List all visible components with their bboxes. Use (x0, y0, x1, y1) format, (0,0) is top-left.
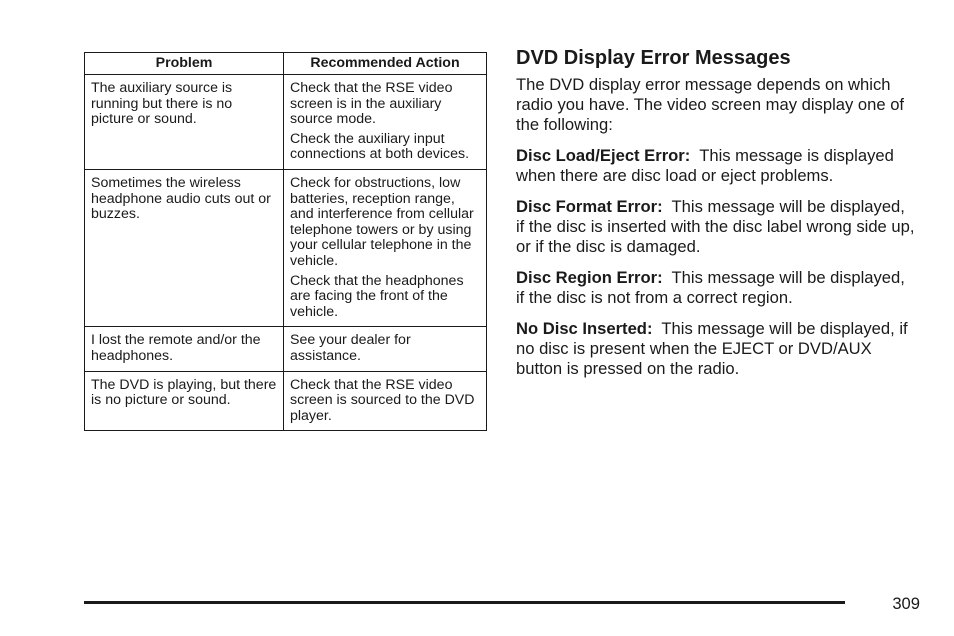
action-text: Check for obstructions, low batteries, reception range, and interference from cellular telephone towers or by using your cellular telephone in the vehicle. (290, 174, 474, 269)
error-description: This message will be displayed, if no disc is present when the EJECT or DVD/AUX button is pressed on the radio. (516, 319, 908, 378)
problem-text: Sometimes the wireless headphone audio cuts out or buzzes. (91, 174, 271, 223)
error-message-entry (516, 146, 916, 186)
problem-text: The DVD is playing, but there is no picture or sound. (91, 376, 277, 409)
error-term: Disc Format Error: (516, 197, 663, 216)
table-row (85, 371, 487, 431)
table-row (85, 327, 487, 371)
column-header-problem: Problem (85, 53, 284, 75)
problem-text: I lost the remote and/or the headphones. (91, 332, 261, 364)
error-term: Disc Region Error: (516, 268, 663, 287)
footer-rule (84, 601, 845, 604)
action-text: Check that the headphones are facing the front of the vehicle. (290, 272, 464, 320)
error-messages-section (516, 46, 916, 390)
action-text: See your dealer for assistance. (290, 332, 411, 364)
error-message-entry (516, 319, 916, 379)
action-text: Check that the RSE video screen is in the auxiliary source mode. (290, 80, 453, 128)
table-row (85, 169, 487, 326)
action-text: Check that the RSE video screen is sourced to the DVD player. (290, 376, 475, 424)
column-header-recommended-action: Recommended Action (284, 53, 487, 75)
section-title: DVD Display Error Messages (516, 47, 791, 69)
problem-cell (85, 75, 284, 170)
action-cell (284, 371, 487, 431)
page-number: 309 (892, 594, 920, 613)
error-message-entry (516, 197, 916, 257)
error-term: No Disc Inserted: (516, 319, 653, 338)
action-cell (284, 327, 487, 371)
problem-cell (85, 169, 284, 326)
error-description: This message will be displayed, if the disc is not from a correct region. (516, 268, 905, 307)
problem-cell (85, 327, 284, 371)
troubleshooting-table-container (84, 52, 486, 431)
error-description: This message is displayed when there are disc load or eject problems. (516, 146, 894, 185)
error-term: Disc Load/Eject Error: (516, 146, 691, 165)
error-description: This message will be displayed, if the disc is inserted with the disc label wrong side up, or if the disc is damaged. (516, 197, 915, 256)
action-cell (284, 169, 487, 326)
action-text: Check the auxiliary input connections at both devices. (290, 130, 470, 163)
error-message-entry (516, 268, 916, 308)
problem-cell (85, 371, 284, 431)
problem-text: The auxiliary source is running but there is no picture or sound. (91, 80, 233, 128)
table-header-row (85, 53, 487, 75)
action-cell (284, 75, 487, 170)
troubleshooting-table (84, 52, 487, 431)
section-intro: The DVD display error message depends on which radio you have. The video screen may display one of the following: (516, 75, 905, 134)
table-row (85, 75, 487, 170)
